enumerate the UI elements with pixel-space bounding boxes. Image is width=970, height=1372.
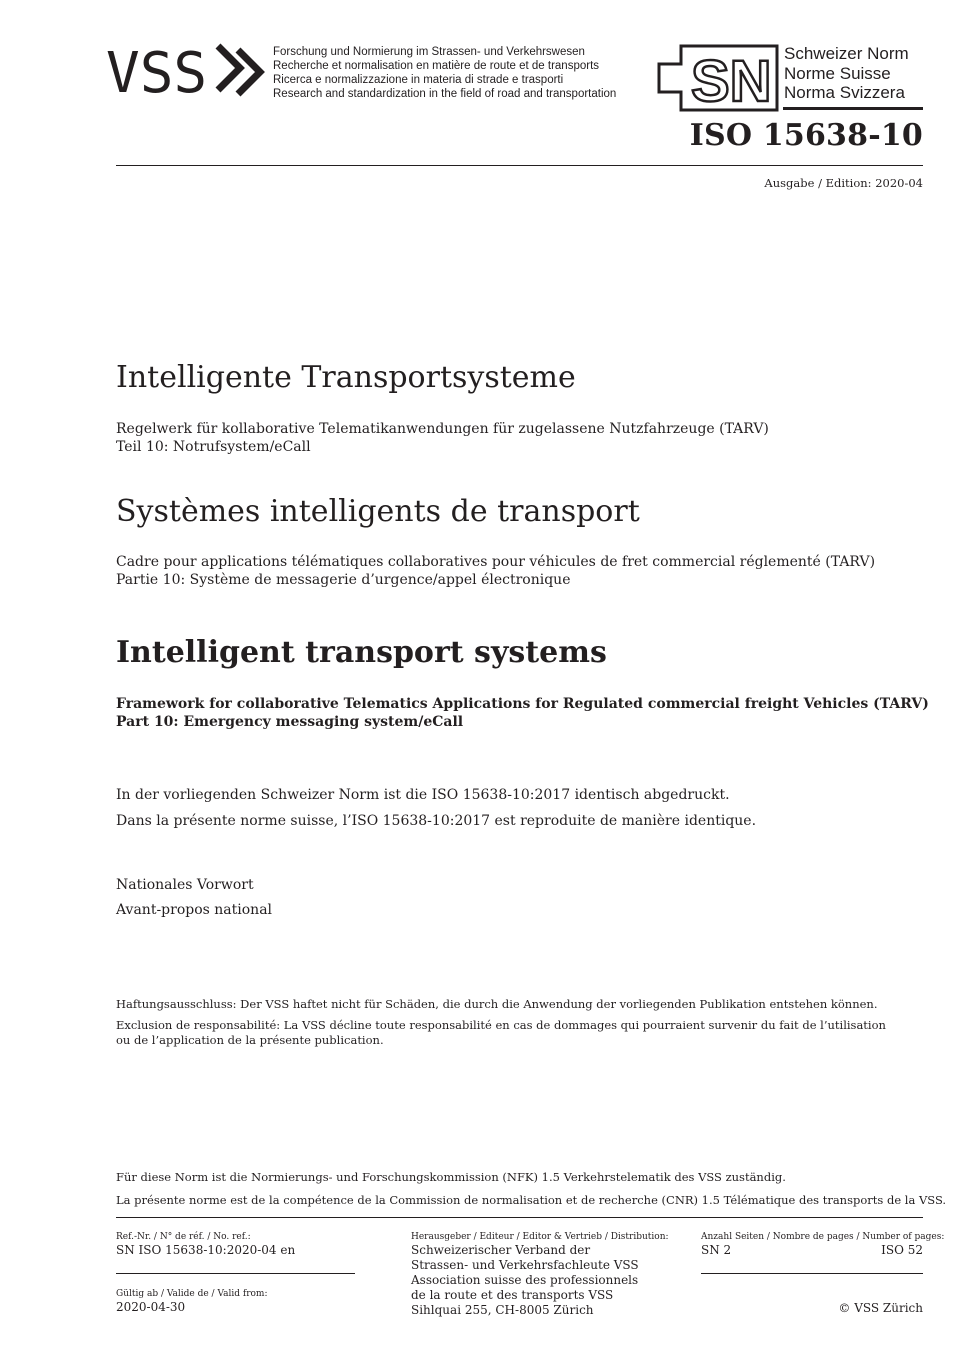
- ref-label: Ref.-Nr. / N° de réf. / No. ref.:: [116, 1232, 251, 1242]
- ref-value: SN ISO 15638-10:2020-04 en: [116, 1243, 296, 1257]
- sn-name-fr: Norme Suisse: [784, 63, 891, 83]
- disclaimer-fr-line-2: ou de l’application de la présente publication.: [116, 1033, 384, 1047]
- sn-name-de: Schweizer Norm: [784, 44, 909, 63]
- vss-logo-text: VSS: [106, 41, 208, 100]
- tagline-line-de: Forschung und Normierung im Strassen- und Verkehrswesen: [273, 46, 585, 58]
- sn-logo: [657, 44, 782, 112]
- subtitle-de-line-2: Teil 10: Notrufsystem/eCall: [116, 439, 311, 455]
- sn-rule: [783, 107, 923, 110]
- sn-logo-text: SN: [691, 49, 772, 112]
- ref-underline: [116, 1273, 355, 1274]
- national-foreword-de: Nationales Vorwort: [116, 877, 254, 893]
- publisher-line-2: Strassen- und Verkehrsfachleute VSS: [411, 1258, 639, 1272]
- valid-label: Gültig ab / Valide de / Valid from:: [116, 1289, 268, 1299]
- committee-fr: La présente norme est de la compétence de la Commission de normalisation et de recherche (CNR) 1.5 Télématique des transports de la VSS.: [116, 1193, 947, 1207]
- subtitle-fr-line-2: Partie 10: Système de messagerie d’urgence/appel électronique: [116, 572, 571, 588]
- sn-names: [784, 44, 909, 103]
- title-en: Intelligent transport systems: [116, 635, 607, 670]
- subtitle-de: [116, 420, 769, 456]
- copyright: © VSS Zürich: [838, 1301, 923, 1315]
- tagline-line-fr: Recherche et normalisation en matière de route et de transports: [273, 60, 600, 72]
- identity-note-fr: Dans la présente norme suisse, l’ISO 15638-10:2017 est reproduite de manière identique.: [116, 813, 757, 829]
- standard-number: ISO 15638-10: [689, 118, 923, 153]
- publisher-address: [411, 1243, 639, 1318]
- pages-iso: ISO 52: [881, 1243, 923, 1257]
- identity-note-de: In der vorliegenden Schweizer Norm ist die ISO 15638-10:2017 identisch abgedruckt.: [116, 787, 730, 803]
- subtitle-fr: [116, 553, 875, 589]
- title-fr: Systèmes intelligents de transport: [116, 494, 640, 529]
- footer-divider: [116, 1217, 923, 1218]
- edition-date: Ausgabe / Edition: 2020-04: [764, 176, 923, 190]
- publisher-line-5: Sihlquai 255, CH-8005 Zürich: [411, 1303, 594, 1317]
- disclaimer-de: Haftungsausschluss: Der VSS haftet nicht für Schäden, die durch die Anwendung der vorliegenden Publikation entstehen können.: [116, 997, 878, 1011]
- publisher-line-4: de la route et des transports VSS: [411, 1288, 614, 1302]
- sn-name-it: Norma Svizzera: [784, 83, 905, 102]
- publisher-label: Herausgeber / Editeur / Editor & Vertrieb / Distribution:: [411, 1232, 669, 1242]
- header-divider: [116, 165, 923, 166]
- vss-tagline: [273, 45, 616, 101]
- subtitle-en-line-2: Part 10: Emergency messaging system/eCall: [116, 714, 464, 730]
- vss-logo: [106, 40, 266, 100]
- committee-de: Für diese Norm ist die Normierungs- und Forschungskommission (NFK) 1.5 Verkehrstelematik des VSS zuständig.: [116, 1170, 786, 1184]
- disclaimer-fr: [116, 1018, 886, 1048]
- publisher-line-3: Association suisse des professionnels: [411, 1273, 639, 1287]
- tagline-line-it: Ricerca e normalizzazione in materia di strade e trasporti: [273, 74, 564, 86]
- tagline-line-en: Research and standardization in the field of road and transportation: [273, 88, 617, 100]
- subtitle-de-line-1: Regelwerk für kollaborative Telematikanwendungen für zugelassene Nutzfahrzeuge (TARV): [116, 421, 769, 437]
- title-de: Intelligente Transportsysteme: [116, 360, 576, 395]
- subtitle-en: [116, 695, 929, 731]
- national-foreword-fr: Avant-propos national: [116, 902, 273, 918]
- pages-underline: [701, 1273, 923, 1274]
- subtitle-en-line-1: Framework for collaborative Telematics Applications for Regulated commercial freight Vehicles (TARV): [116, 696, 929, 712]
- publisher-line-1: Schweizerischer Verband der: [411, 1243, 591, 1257]
- pages-label: Anzahl Seiten / Nombre de pages / Number of pages:: [701, 1232, 945, 1242]
- subtitle-fr-line-1: Cadre pour applications télématiques collaboratives pour véhicules de fret commercial réglementé (TARV): [116, 554, 876, 570]
- valid-value: 2020-04-30: [116, 1300, 186, 1314]
- pages-sn: SN 2: [701, 1243, 732, 1257]
- disclaimer-fr-line-1: Exclusion de responsabilité: La VSS décline toute responsabilité en cas de dommages qui pourraient survenir du fait de l’utilisation: [116, 1018, 886, 1032]
